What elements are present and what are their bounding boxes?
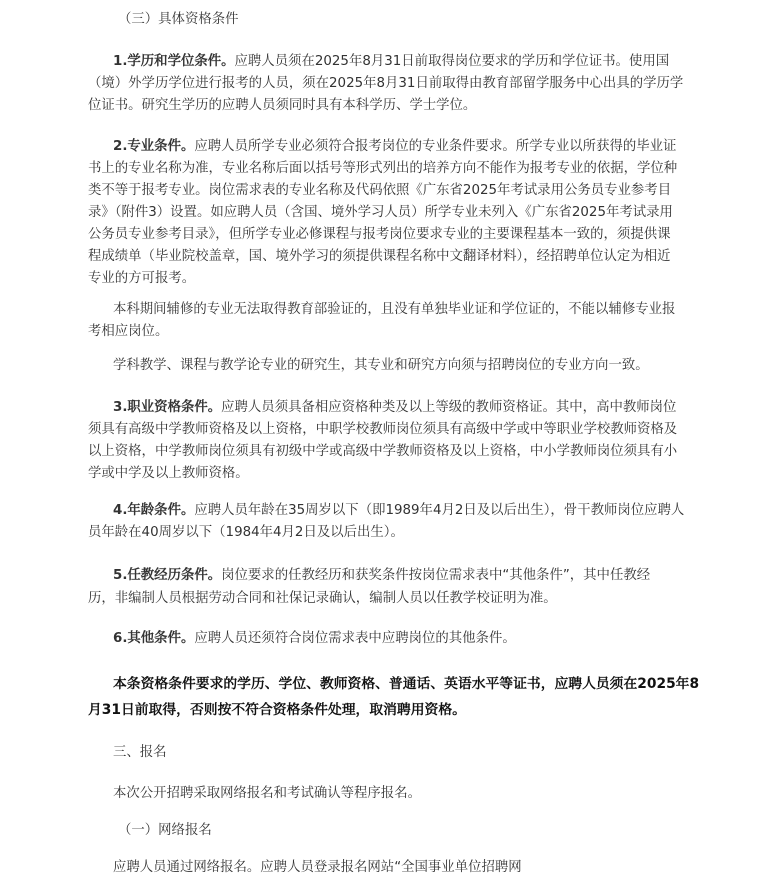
item3-line4: 学或中学及以上教师资格。 bbox=[88, 466, 249, 481]
item2-line6: 程成绩单（毕业院校盖章，国、境外学习的须提供课程名称中文翻译材料），经招聘单位认定为相近 bbox=[88, 249, 671, 264]
registration-intro: 本次公开招聘采取网络报名和考试确认等程序报名。 bbox=[113, 786, 421, 801]
item2-line4: 录》（附件3）设置。如应聘人员（含国、境外学习人员）所学专业未列入《广东省2025年考试录用 bbox=[88, 205, 673, 220]
item1-line3: 位证书。研究生学历的应聘人员须同时具有本科学历、学士学位。 bbox=[88, 98, 477, 113]
item6-heading: 6.其他条件。 bbox=[113, 631, 195, 646]
item3-line2: 须具有高级中学教师资格及以上资格，中职学校教师岗位须具有高级中学或中等职业学校教师资格及 bbox=[88, 422, 678, 437]
item5-line2: 历，非编制人员根据劳动合同和社保记录确认，编制人员以任教学校证明为准。 bbox=[88, 591, 557, 606]
bold-note-line1: 本条资格条件要求的学历、学位、教师资格、普通话、英语水平等证书，应聘人员须在2025年8 bbox=[113, 676, 700, 692]
item3-line1: 3.职业资格条件。应聘人员须具备相应资格种类及以上等级的教师资格证。其中，高中教师岗位 bbox=[113, 400, 677, 415]
section-title-registration: 三、报名 bbox=[113, 745, 167, 760]
item3-heading: 3.职业资格条件。 bbox=[113, 400, 222, 415]
item4-line2: 员年龄在40周岁以下（1984年4月2日及以后出生）。 bbox=[88, 525, 404, 540]
item2-line3: 类不等于报考专业。岗位需求表的专业名称及代码依照《广东省2025年考试录用公务员专业参考目 bbox=[88, 183, 672, 198]
section-title-qualifications: （三）具体资格条件 bbox=[118, 12, 239, 27]
note1-line2: 考相应岗位。 bbox=[88, 324, 169, 339]
item2-line7: 专业的方可报考。 bbox=[88, 271, 196, 286]
item5-line1: 5.任教经历条件。岗位要求的任教经历和获奖条件按岗位需求表中“其他条件”，其中任教经 bbox=[113, 568, 651, 583]
item3-line3: 以上资格，中学教师岗位须具有初级中学或高级中学教师资格及以上资格，中小学教师岗位须具有小 bbox=[88, 444, 678, 459]
item1-line1: 1.学历和学位条件。应聘人员须在2025年8月31日前取得岗位要求的学历和学位证书。使用国 bbox=[113, 54, 670, 69]
online-registration-line1: 应聘人员通过网络报名。应聘人员登录报名网站“全国事业单位招聘网 bbox=[113, 860, 522, 875]
item2-line1: 2.专业条件。应聘人员所学专业必须符合报考岗位的专业条件要求。所学专业以所获得的毕业证 bbox=[113, 139, 677, 154]
bold-note-line2: 月31日前取得，否则按不符合资格条件处理，取消聘用资格。 bbox=[88, 702, 466, 718]
item4-line1: 4.年龄条件。应聘人员年龄在35周岁以下（即1989年4月2日及以后出生），骨干教师岗位应聘人 bbox=[113, 503, 685, 518]
note1-line1: 本科期间辅修的专业无法取得教育部验证的，且没有单独毕业证和学位证的，不能以辅修专业报 bbox=[113, 302, 676, 317]
item6-line1: 6.其他条件。应聘人员还须符合岗位需求表中应聘岗位的其他条件。 bbox=[113, 631, 516, 646]
item4-heading: 4.年龄条件。 bbox=[113, 503, 195, 518]
subsection-online-registration: （一）网络报名 bbox=[118, 823, 212, 838]
item5-heading: 5.任教经历条件。 bbox=[113, 568, 222, 583]
item2-line5: 公务员专业参考目录》，但所学专业必修课程与报考岗位要求专业的主要课程基本一致的，须提供课 bbox=[88, 227, 671, 242]
note2-line1: 学科教学、课程与教学论专业的研究生，其专业和研究方向须与招聘岗位的专业方向一致。 bbox=[113, 358, 649, 373]
item2-heading: 2.专业条件。 bbox=[113, 139, 195, 154]
item2-line2: 书上的专业名称为准，专业名称后面以括号等形式列出的培养方向不能作为报考专业的依据，学位种 bbox=[88, 161, 678, 176]
item1-heading: 1.学历和学位条件。 bbox=[113, 54, 235, 69]
item1-line2: （境）外学历学位进行报考的人员，须在2025年8月31日前取得由教育部留学服务中心出具的学历学 bbox=[88, 76, 684, 91]
